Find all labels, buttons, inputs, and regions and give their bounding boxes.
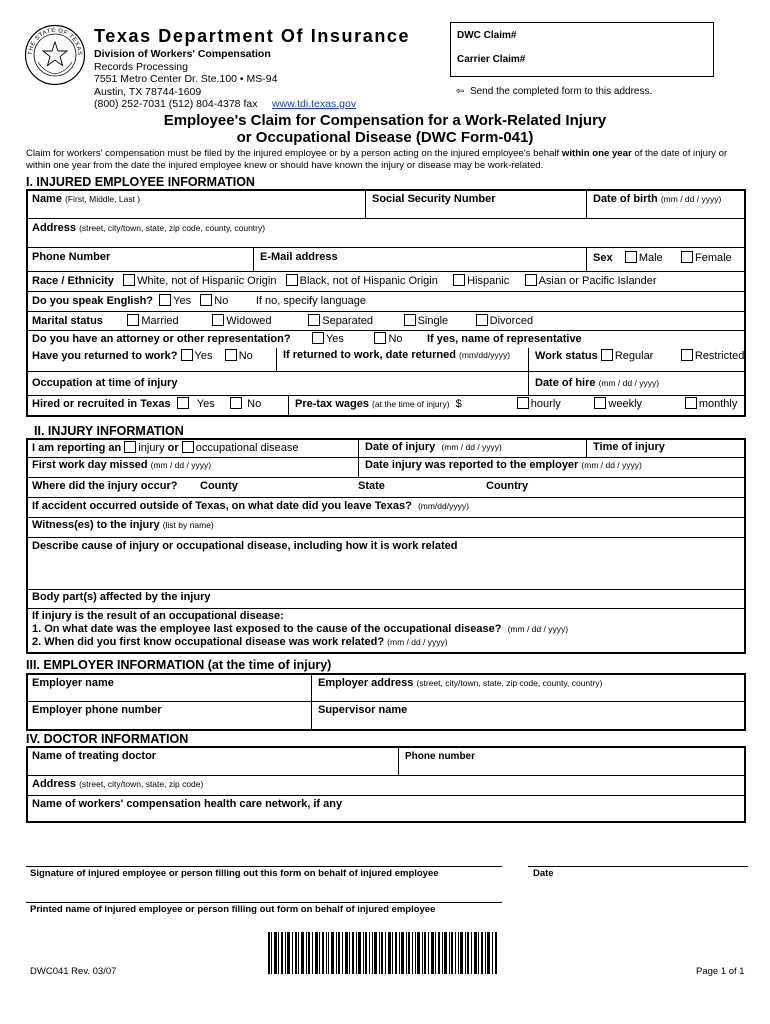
hired-tx-no-checkbox[interactable] (230, 397, 242, 409)
section-1-heading: I. INJURED EMPLOYEE INFORMATION (26, 175, 255, 189)
hired-tx-label: Hired or recruited in Texas (32, 398, 171, 410)
occ-disease-label: occupational disease (195, 442, 299, 454)
first-missed-field[interactable] (28, 458, 215, 477)
send-note-text: Send the completed form to this address. (469, 86, 653, 97)
race-black-checkbox[interactable] (286, 274, 298, 286)
dob-label: Date of birth (593, 193, 658, 205)
race-option: Black, not of Hispanic Origin (299, 275, 438, 287)
state-seal (24, 24, 86, 86)
attorney-no-checkbox[interactable] (374, 332, 386, 344)
employer-address-label: Employer address (318, 677, 414, 689)
separated-checkbox[interactable] (308, 314, 320, 326)
wages-label: Pre-tax wages (295, 398, 369, 410)
hired-tx-yes-checkbox[interactable] (177, 397, 189, 409)
marital-option: Widowed (226, 315, 272, 327)
race-asian-checkbox[interactable] (525, 274, 537, 286)
s1-row-name (26, 189, 746, 219)
s2-row-outside (26, 498, 746, 518)
reporting-field (28, 440, 302, 457)
injury-label: injury (138, 442, 165, 454)
employer-name-field[interactable]: Employer name (32, 677, 114, 689)
s1-row-returned (26, 348, 746, 372)
doi-label: Date of injury (365, 441, 436, 453)
seal-text: THE STATE OF TEXAS (27, 27, 83, 56)
s4-row-network (26, 796, 746, 823)
occ-if-label: If injury is the result of an occupational disease: (32, 610, 284, 622)
attorney-label: Do you have an attorney or other representation? (32, 333, 291, 345)
male-checkbox[interactable] (625, 251, 637, 263)
date-line[interactable] (528, 866, 748, 867)
race-option: White, not of Hispanic Origin (137, 275, 277, 287)
returned-label: Have you returned to work? (32, 350, 178, 362)
intro-bold: within one year (561, 148, 632, 159)
restricted-checkbox[interactable] (681, 349, 693, 361)
occ-q1-label: 1. On what date was the employee last exposed to the cause of the occupational disease? (32, 623, 502, 635)
s2-row-occupational (26, 609, 746, 654)
section-2-heading: II. INJURY INFORMATION (34, 424, 184, 438)
state-field[interactable]: State (358, 480, 385, 492)
english-no-checkbox[interactable] (200, 294, 212, 306)
return-date-hint: (mm/dd/yyyy) (459, 350, 511, 360)
hourly-checkbox[interactable] (517, 397, 529, 409)
monthly-label: monthly (698, 398, 738, 410)
s1-row-occupation (26, 372, 746, 396)
hire-hint: (mm / dd / yyyy) (598, 378, 660, 388)
s1-row-race (26, 272, 746, 292)
race-white-checkbox[interactable] (123, 274, 135, 286)
hourly-label: hourly (530, 398, 561, 410)
reported-label: Date injury was reported to the employer (365, 459, 579, 471)
english-yes-checkbox[interactable] (159, 294, 171, 306)
cause-field[interactable]: Describe cause of injury or occupational disease, including how it is work related (32, 540, 458, 552)
outside-tx-hint: (mm/dd/yyyy) (417, 501, 469, 511)
reported-hint: (mm / dd / yyyy) (581, 460, 642, 470)
first-missed-label: First work day missed (32, 459, 148, 471)
phone-fax: (800) 252-7031 (512) 804-4378 fax (94, 97, 258, 110)
returned-field (28, 348, 257, 371)
s2-row-cause (26, 538, 746, 590)
english-label: Do you speak English? (32, 295, 154, 307)
no-label: No (214, 295, 229, 307)
doi-field[interactable] (361, 440, 506, 457)
weekly-label: weekly (608, 398, 643, 410)
widowed-checkbox[interactable] (212, 314, 224, 326)
reported-field[interactable] (361, 458, 646, 477)
where-label: Where did the injury occur? (32, 480, 178, 492)
name-hint: (First, Middle, Last ) (65, 194, 141, 204)
race-option: Asian or Pacific Islander (538, 275, 657, 287)
intro-part: of the date of injury or within one year from the date the injured employee knew or should have known the injury or disease may be work-related. (26, 148, 728, 171)
employer-phone-field[interactable]: Employer phone number (32, 704, 162, 716)
form-title (0, 112, 770, 146)
female-checkbox[interactable] (681, 251, 693, 263)
or-label: or (167, 442, 179, 454)
doctor-address-label: Address (32, 778, 77, 790)
country-field[interactable]: Country (486, 480, 529, 492)
s4-row-doctor (26, 746, 746, 776)
restricted-label: Restricted (694, 350, 745, 362)
first-missed-hint: (mm / dd / yyyy) (150, 460, 212, 470)
race-field (28, 272, 661, 291)
address-line: Records Processing (94, 61, 188, 73)
s1-row-hired (26, 396, 746, 417)
outside-tx-field[interactable] (28, 498, 473, 517)
female-label: Female (695, 252, 732, 264)
no-label: No (238, 350, 253, 362)
wages-hint: (at the time of injury) (372, 399, 450, 409)
english-field (28, 292, 370, 311)
name-label: Name (32, 193, 62, 205)
arrow-left-icon: ⇦ (456, 86, 465, 97)
page-number: Page 1 of 1 (696, 966, 745, 977)
body-parts-field[interactable]: Body part(s) affected by the injury (32, 591, 211, 603)
barcode (268, 932, 498, 974)
dollar-sign: $ (455, 398, 462, 410)
language-specify-label: If no, specify language (255, 295, 366, 307)
intro-part: Claim for workers' compensation must be filed by the injured employee or by a person acting on the injured employee's behalf (26, 148, 562, 159)
network-field[interactable]: Name of workers' compensation health care network, if any (32, 798, 343, 810)
name-field[interactable] (28, 191, 144, 218)
s1-row-phone (26, 248, 746, 272)
s2-row-missed (26, 458, 746, 478)
doctor-phone-field[interactable]: Phone number (405, 751, 476, 762)
s1-row-english (26, 292, 746, 312)
carrier-claim-label: Carrier Claim# (457, 54, 526, 65)
phone-field[interactable]: Phone Number (32, 251, 111, 263)
printed-name-label: Printed name of injured employee or person filling out form on behalf of injured employee (30, 904, 436, 915)
no-label: No (388, 333, 403, 345)
work-status-label: Work status (535, 350, 598, 362)
signature-line[interactable] (26, 866, 502, 867)
send-note (456, 86, 652, 97)
section-3-heading: III. EMPLOYER INFORMATION (at the time of injury) (26, 658, 332, 672)
male-label: Male (638, 252, 663, 264)
s2-row-reporting (26, 438, 746, 458)
ssn-field[interactable]: Social Security Number (372, 193, 496, 205)
reporting-label: I am reporting an (32, 442, 122, 454)
hire-label: Date of hire (535, 377, 596, 389)
race-option: Hispanic (467, 275, 510, 287)
dob-field[interactable] (589, 191, 725, 218)
hired-tx-field (28, 396, 265, 415)
attorney-yes-checkbox[interactable] (312, 332, 324, 344)
form-title-line2: or Occupational Disease (DWC Form-041) (236, 129, 534, 146)
doctor-name-field[interactable]: Name of treating doctor (32, 750, 157, 762)
single-checkbox[interactable] (404, 314, 416, 326)
weekly-checkbox[interactable] (594, 397, 606, 409)
s3-row-employer (26, 673, 746, 702)
married-checkbox[interactable] (127, 314, 139, 326)
yes-label: Yes (194, 350, 213, 362)
race-label: Race / Ethnicity (32, 275, 114, 287)
date-hint: (mm / dd / yyyy) (507, 624, 569, 634)
address-line: Austin, TX 78744-1609 (94, 85, 202, 98)
s3-row-phone (26, 702, 746, 731)
form-title-line1: Employee's Claim for Compensation for a Work-Related Injury (163, 112, 607, 129)
yes-label: Yes (325, 333, 344, 345)
rep-name-label: If yes, name of representative (427, 333, 582, 345)
sex-label: Sex (593, 252, 613, 264)
dob-hint: (mm / dd / yyyy) (660, 194, 722, 204)
address-line (94, 98, 356, 110)
outside-tx-label: If accident occurred outside of Texas, on what date did you leave Texas? (32, 500, 412, 512)
employer-address-field[interactable] (314, 675, 606, 701)
returned-no-checkbox[interactable] (225, 349, 237, 361)
occ-disease-checkbox[interactable] (182, 441, 194, 453)
website-link[interactable]: www.tdi.texas.gov (272, 97, 357, 110)
s1-row-attorney (26, 331, 746, 348)
section-4-heading: IV. DOCTOR INFORMATION (26, 732, 189, 746)
dwc-claim-label: DWC Claim# (457, 30, 517, 41)
witness-field[interactable] (28, 518, 218, 537)
s2-row-body (26, 590, 746, 609)
injury-checkbox[interactable] (124, 441, 136, 453)
intro-text (26, 148, 748, 171)
marital-label: Marital status (32, 315, 103, 327)
s1-row-marital (26, 312, 746, 331)
county-field[interactable]: County (200, 480, 238, 492)
address-label: Address (32, 222, 77, 234)
occ-disease-questions[interactable] (28, 609, 572, 651)
doctor-address-hint: (street, city/town, state, zip code) (79, 779, 204, 789)
signature-label: Signature of injured employee or person filling out this form on behalf of injured employee (30, 868, 439, 879)
attorney-field (28, 331, 586, 348)
supervisor-field[interactable]: Supervisor name (318, 704, 408, 716)
marital-option: Divorced (489, 315, 534, 327)
marital-option: Separated (322, 315, 373, 327)
printed-name-line[interactable] (26, 902, 502, 903)
marital-field (28, 312, 537, 330)
s1-row-address (26, 219, 746, 248)
witness-hint: (list by name) (162, 520, 214, 530)
doctor-address-field[interactable] (28, 776, 207, 795)
s2-row-where (26, 478, 746, 498)
agency-title: Texas Department Of Insurance (94, 26, 411, 46)
s4-row-address (26, 776, 746, 796)
return-date-label: If returned to work, date returned (283, 349, 456, 361)
monthly-checkbox[interactable] (685, 397, 697, 409)
doi-hint: (mm / dd / yyyy) (441, 442, 502, 452)
address-line: 7551 Metro Center Dr. Ste.100 • MS-94 (94, 73, 278, 86)
address-field[interactable] (28, 219, 269, 247)
return-date-field[interactable] (279, 348, 514, 371)
email-field[interactable]: E-Mail address (260, 251, 338, 263)
form-number: DWC041 Rev. 03/07 (30, 966, 117, 977)
wages-field (291, 396, 741, 415)
mailing-address (94, 61, 356, 110)
returned-yes-checkbox[interactable] (181, 349, 193, 361)
divorced-checkbox[interactable] (476, 314, 488, 326)
work-status-field (531, 348, 748, 371)
occ-q2-label: 2. When did you first know occupational disease was work related? (32, 636, 385, 648)
no-label: No (247, 398, 262, 410)
regular-label: Regular (614, 350, 654, 362)
sex-field (589, 248, 736, 271)
witness-label: Witness(es) to the injury (32, 519, 160, 531)
claim-number-box (450, 22, 714, 77)
regular-checkbox[interactable] (601, 349, 613, 361)
address-hint: (street, city/town, state, zip code, county, country) (79, 223, 266, 233)
marital-option: Married (141, 315, 179, 327)
occupation-field[interactable]: Occupation at time of injury (32, 377, 178, 389)
yes-label: Yes (196, 398, 215, 410)
date-label: Date (533, 868, 554, 879)
employer-address-hint: (street, city/town, state, zip code, county, country) (416, 678, 603, 688)
date-hint: (mm / dd / yyyy) (387, 637, 448, 647)
toi-field[interactable]: Time of injury (593, 441, 665, 453)
hire-date-field[interactable] (531, 372, 663, 395)
yes-label: Yes (173, 295, 192, 307)
marital-option: Single (417, 315, 449, 327)
race-hispanic-checkbox[interactable] (453, 274, 465, 286)
division-name: Division of Workers' Compensation (94, 48, 271, 60)
s2-row-witness (26, 518, 746, 538)
